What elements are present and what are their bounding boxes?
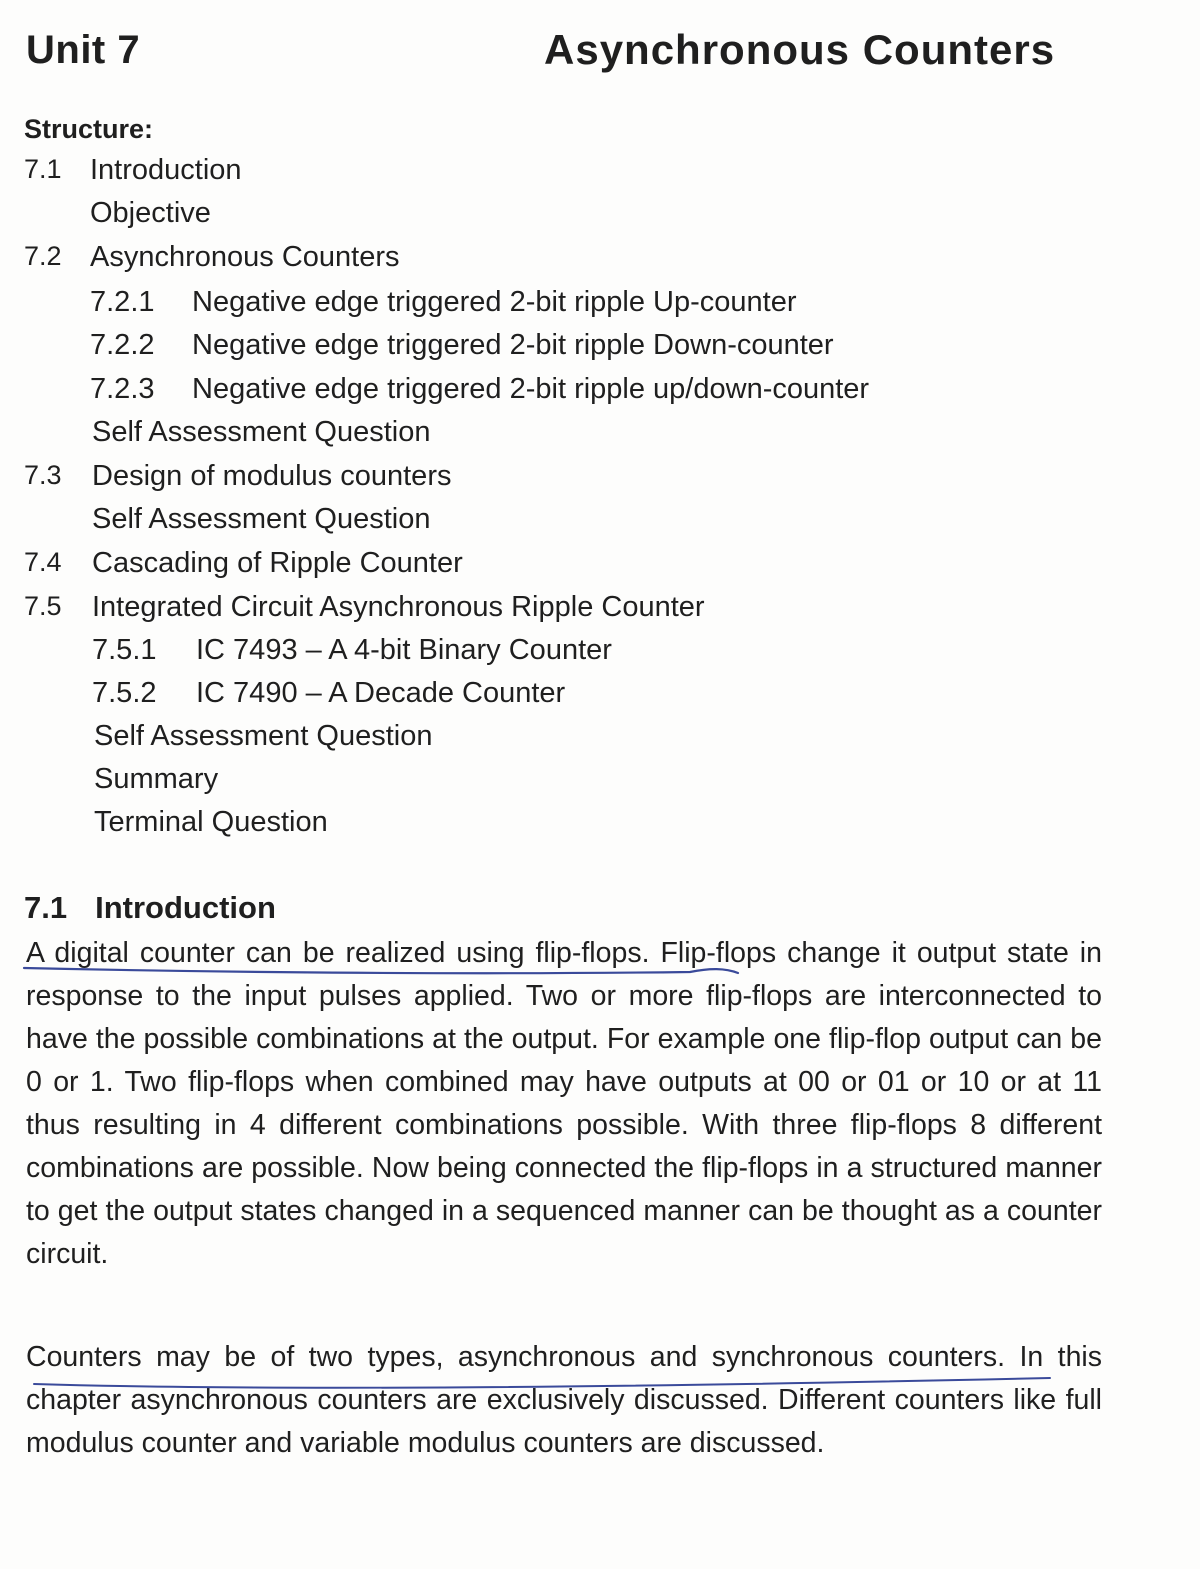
toc-item-label: Negative edge triggered 2-bit ripple up/down-counter xyxy=(192,373,870,405)
toc-item-label: Terminal Question xyxy=(94,806,328,838)
toc-item-number: 7.2.3 xyxy=(90,373,155,405)
toc-item-label: Asynchronous Counters xyxy=(90,241,400,273)
toc-item-label: Cascading of Ripple Counter xyxy=(92,547,463,579)
toc-item-label: Negative edge triggered 2-bit ripple Down-counter xyxy=(192,329,834,361)
toc-item-number: 7.2.2 xyxy=(90,329,155,361)
toc-item-number: 7.2.1 xyxy=(90,286,155,318)
toc-item-label: Self Assessment Question xyxy=(94,720,433,752)
toc-item-label: IC 7493 – A 4-bit Binary Counter xyxy=(196,634,612,666)
body-paragraph: Counters may be of two types, asynchronous and synchronous counters. In this chapter asynchronous counters are exclusively discussed. Different counters like full modulus counter and variable modulus counters are discussed. xyxy=(26,1341,1102,1459)
body-paragraph: A digital counter can be realized using flip-flops. Flip-flops change it output state in response to the input pulses applied. Two or more flip-flops are interconnected to have the possible combinations at the output. For example one flip-flop output can be 0 or 1. Two flip-flops when combined may have outputs at 00 or 01 or 10 or at 11 thus resulting in 4 different combinations possible. With three flip-flops 8 different combinations are possible. Now being connected the flip-flops in a structured manner to get the output states changed in a sequenced manner can be thought as a counter circuit. xyxy=(26,937,1102,1270)
section-heading xyxy=(24,890,276,926)
toc-item-label: Self Assessment Question xyxy=(92,416,431,448)
toc-item-label: Summary xyxy=(94,763,219,795)
toc-item-label: IC 7490 – A Decade Counter xyxy=(196,677,566,709)
section-title: Introduction xyxy=(95,890,276,925)
toc-item-number: 7.2 xyxy=(24,241,62,271)
toc-item-number: 7.1 xyxy=(24,154,62,184)
toc-item-label: Introduction xyxy=(90,154,242,186)
toc-item-number: 7.3 xyxy=(24,460,62,490)
section-number: 7.1 xyxy=(24,890,68,925)
unit-label: Unit 7 xyxy=(26,28,141,72)
toc-item-label: Design of modulus counters xyxy=(92,460,452,492)
toc-item-label: Objective xyxy=(90,197,211,229)
toc-item-label: Self Assessment Question xyxy=(92,503,431,535)
toc-item-label: Negative edge triggered 2-bit ripple Up-counter xyxy=(192,286,797,318)
toc-item-number: 7.4 xyxy=(24,547,62,577)
toc-item-number: 7.5.1 xyxy=(92,634,157,666)
toc-item-label: Integrated Circuit Asynchronous Ripple Counter xyxy=(92,591,705,623)
unit-title: Asynchronous Counters xyxy=(544,26,1056,73)
toc-item-number: 7.5.2 xyxy=(92,677,157,709)
structure-heading: Structure: xyxy=(24,114,154,144)
toc-item-number: 7.5 xyxy=(24,591,62,621)
